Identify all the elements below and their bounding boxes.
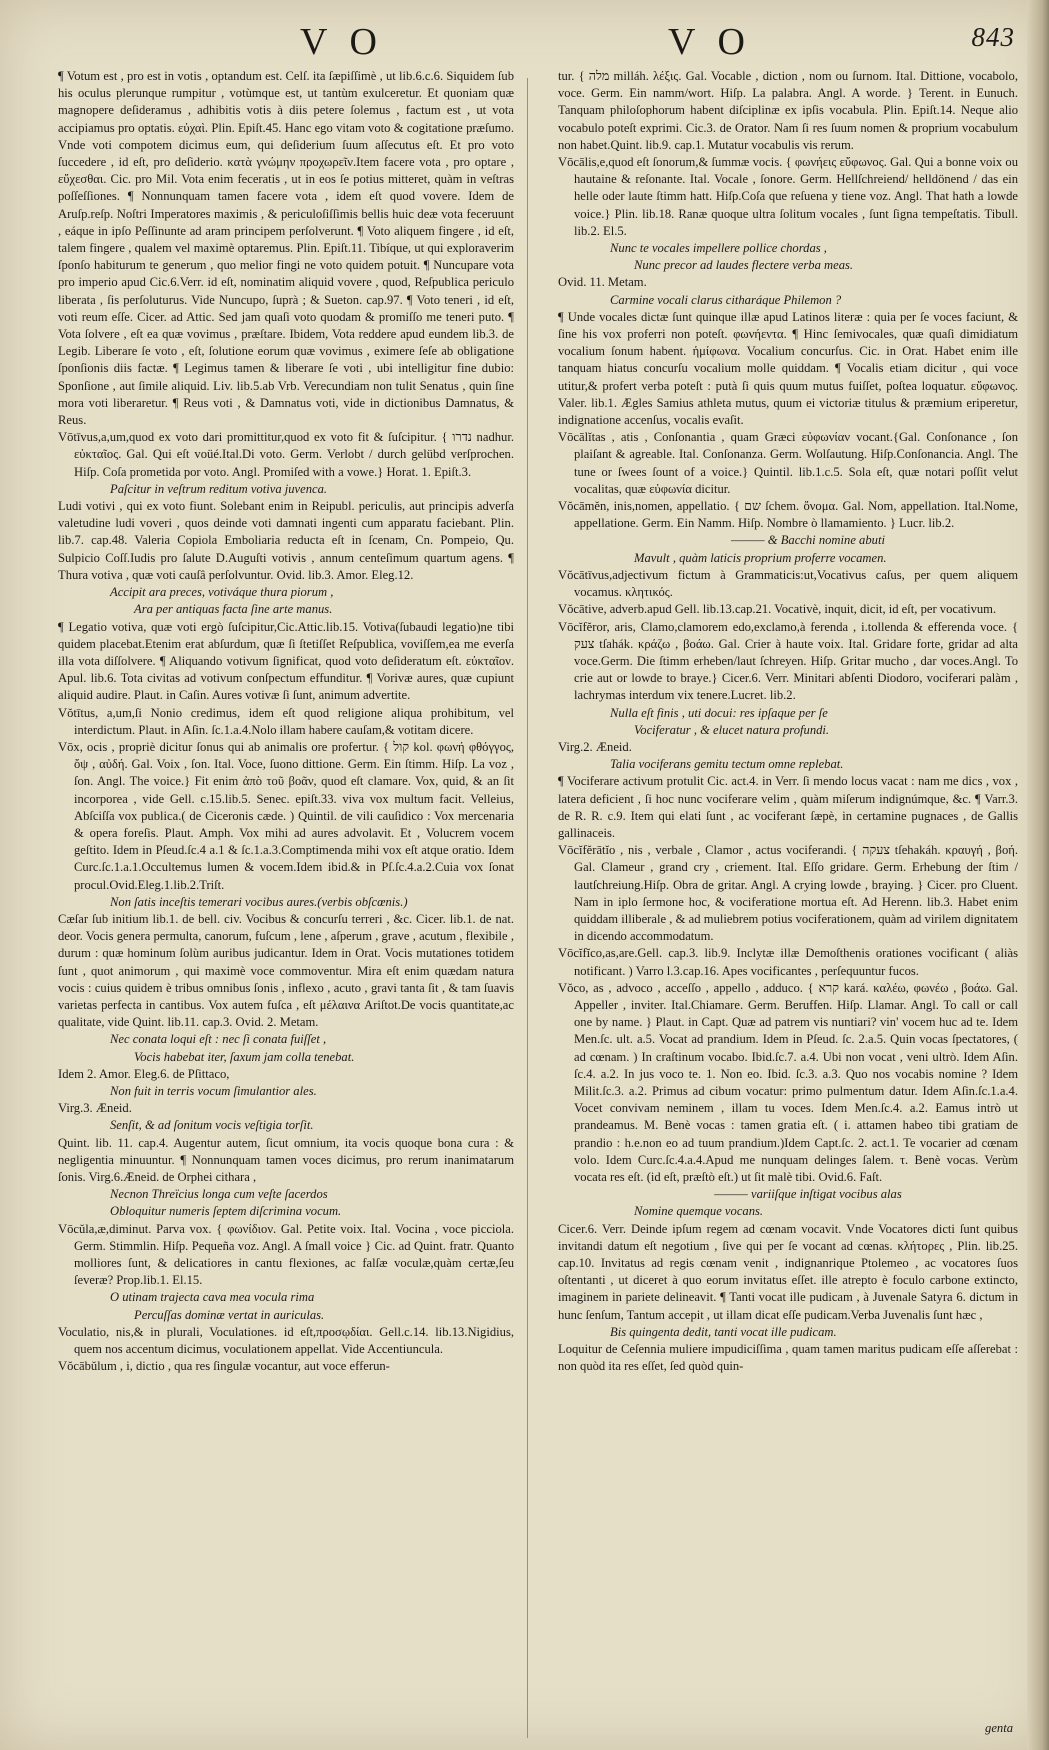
right-column <box>558 68 1018 1738</box>
verse-quotation: Mavult , quàm laticis proprium proferre vocamen. <box>634 550 887 565</box>
verse-quotation: Non fuit in terris vocum ſimulantior ales. <box>110 1083 317 1098</box>
dictionary-entry: Vŏcātive, adverb.apud Gell. lib.13.cap.21. Vocativè, inquit, dicit, id eſt, per vocativum. <box>558 602 997 617</box>
dictionary-entry: Vŏcātīvus,adjectivum fictum à Grammaticis:ut,Vocativus caſus, per quem aliquem vocamus. κλητικός. <box>558 567 1018 600</box>
verse-quotation: Percuſſas dominæ vertat in auriculas. <box>134 1307 325 1322</box>
dictionary-entry: Vŏcāmĕn, inis,nomen, appellatio. { שם ſchem. ὄνομα. Gal. Nom, appellation. Ital.Nome, appellatione. Germ. Ein Namm. Hiſp. Nombre ò llamamiento. } Lucr. lib.2. <box>558 499 1018 531</box>
verse-quotation: Talia vociferans gemitu tectum omne replebat. <box>610 757 844 772</box>
verse-quotation: Necnon Threïcius longa cum veſte ſacerdos <box>110 1187 328 1202</box>
entry-paragraph: ¶ Vociferare activum protulit Cic. act.4. in Verr. ſi mendo locus vacat : nam me dics , vox , latera deficient , ſi hoc nunc vociferare velim , quàm miſerum indignúmque, &c. ¶ Varr.3. de R. R. c.9. Item qui elati ſunt , ac vociferant ſæpè, in certamine pugnaces , de Gallis gallinaceis. <box>558 774 1018 840</box>
dictionary-entry: Vŏtītus, a,um,ſi Nonio credimus, idem eſt quod religione aliqua prohibitum, vel interdictum. Plaut. in Aſin. ſc.1.a.4.Nolo illam habere cauſam,& votitam dicere. <box>58 705 514 737</box>
running-headword-right: VO <box>668 21 767 63</box>
verse-quotation: ——— & Bacchi nomine abuti <box>731 533 885 548</box>
entry-paragraph: Cicer.6. Verr. Deinde ipſum regem ad cœnam vocavit. Vnde Vocatores dicti ſunt quibus invitandi datum eſt negotium , ſive qui per ſe vocant ad cœnas. κλήτορες , Plin. lib.25. cap.10. Invitatus ad regis cœnam venit , indignanrique Ptolemeo , ac vocatores ſuos oſtentanti , ut diceret à quo eorum invitatus eſſet. ille atrepto è foculo carbone extincto, imaginem in pariete delineavit. ¶ Tanti vocat ille pudicam , à Juvenale Satyra 6. dictum in hunc ſenſum, Tantum accepit , ut illam dicat eſſe pudicam.Verba Juvenalis ſunt hæc , <box>558 1221 1018 1322</box>
verse-quotation: Nunc te vocales impellere pollice chordas , <box>610 241 827 256</box>
verse-quotation: Carmine vocali clarus citharáque Philemon ? <box>610 292 842 307</box>
dictionary-entry: Vŏco, as , advoco , acceſſo , appello , adduco. { קרא kará. καλέω, φωνέω , βοάω. Gal. Appeller , inviter. Ital.Chiamare. Germ. Beruffen. Hiſp. Llamar. Angl. To call or call one by name. } Plaut. in Capt. Quæ ad patrem vis nuntiari? vin' vocem huc ad te. Idem Men.ſc. ult. a.5. Vocat ad prandium. Idem in Pſeud. ſc. 2.a.5. Quin vocas ſpectatores, ( ad cœnam. ) In craſtinum vocabo. Ibid.ſc.7. a.4. Ubi non vocat , veni ultrò. Idem Aſin. ſc.4. a.2. In jus voco te. 1. Non eo. Ibid. ſc.3. a.3. Quo nos vocabis nomine ? Idem Milit.ſc.3. a.2. Primus ad cibum vocatur: primo pulmentum datur. Idem Aſin.ſc.1.a.4. Vocet convivam neminem , illam tu voces. Idem Men.ſc.4. a.2. Eamus intrò ut prandeamus. M. Benè vocas : tamen gratia eſt. ( i. attamen habeo tibi gratiam de prandio : h.e.non eo ad tuum prandium.)Idem Capt.ſc. 2. act.1. Te vocarier ad cœnam volo. Idem Curc.ſc.4.a.4.Apud me nunquam delinges ſalem. τ. Benè vocas. Verùm vocata res eſt. (id eſt, præſtò eſt.) ut ſit malè tibi. Ovid.6. Faſt. <box>558 980 1018 1184</box>
dictionary-entry: Vōcĭfĭco,as,are.Gell. cap.3. lib.9. Inclytæ illæ Demoſthenis orationes vocificant ( aliàs notificant. ) Varro l.3.cap.16. Apes vocificantes , perſequuntur fucos. <box>558 946 1018 978</box>
entry-paragraph: ¶ Unde vocales dictæ ſunt quinque illæ apud Latinos literæ : quia per ſe voces faciunt, & ſine his vox proferri non poteſt. φωνήεντα. ¶ Hinc ſemivocales, quæ quaſi dimidiatum vocalium ſonum habent. ἡμίφωνα. Vocalium concurſus. Cic. in Orat. Habet enim ille tanquam hiatus concurſu vocalium molle quiddam. ¶ Vocalis etiam dicitur , qui voce utitur,& profert verba poteſt : putà ſi quis quum mutus fuiſſet, poſtea loquatur. εὔφωνος. Valer. lib.1. Ægles Samius athleta mutus, quum ei victoriæ titulus & præmium eriperetur, indignatione accenſus, vocalis evaſit. <box>558 309 1018 428</box>
left-column <box>58 68 514 1738</box>
verse-quotation: Accipit ara preces, votiváque thura piorum , <box>110 585 334 600</box>
verse-quotation: Nulla eſt finis , uti docui: res ipſaque per ſe <box>610 705 828 720</box>
dictionary-entry: Vōcĭfĕrātĭo , nis , verbale , Clamor , actus vociferandi. { צעקה tſehakáh. κραυγή , βοή. Gal. Clameur , grand cry , criement. Ital. Eſſo gridare. Germ. Erhebung der ſtim / lautſchreiung.Hiſp. Obra de gritar. Angl. A crying lowde , braying. } Cicer. pro Cluent. Nam in iplo ſermone hoc, & vociferatione mortua eſt. Ad Herenn. lib.3. Habet enim quiddam illiberale , & ad muliebrem potius vociferationem, quàm ad virilem dignitatem in dicendo accommodatum. <box>558 843 1018 944</box>
citation-line: Idem 2. Amor. Eleg.6. de Pſittaco, <box>58 1066 230 1081</box>
verse-quotation: Paſcitur in veſtrum reditum votiva juvenca. <box>110 481 328 496</box>
verse-quotation: Nec conata loqui eſt : nec ſi conata fuiſſet , <box>110 1032 327 1047</box>
entry-paragraph: ¶ Votum est , pro est in votis , optandum est. Celſ. ita ſæpiſſimè , ut lib.6.c.6. Siquidem ſub his oculus plerunque rumpitur , votùmque est, ut tantùm exulceretur. Et quoniam quæ magnopere deſideramus , adhibitis votis à diis petere ſolemus , factum est , ut vota accipiamus pro optatis. εὐχαὶ. Plin. Epiſt.45. Hanc ego vitam voto & cogitatione præſumo. Vnde voti compotem dicimus eum, qui deſiderium ſuum aſſecutus eſt. Et pro voto ſuccedere , id eſt, pro deſiderio. κατὰ γνώμην προχωρεῖν.Item facere vota , pro optare , εὔχεσθαι. Cic. pro Mil. Vota enim feceratis , ut in eos ſe potius mitteret, quàm in veſtras poſſeſſiones. ¶ Nonnunquam tamen facere vota , idem eſt quod vovere. Idem de Aruſp.reſp. Noſtri Imperatores maximis , & periculoſiſſimis bellis huic deæ vota feceruunt , eáque in ipſo Peſſinunte ad aram principem perſolverunt. ¶ Voto aliquem fingere , id eſt, talem fingere , qualem vel maximè optaremus. Plin. Epiſt.11. Tibíque, ut qui exploraverim ſponſo habiturum te generum , quo melior fingi ne voto quidem potuit. ¶ Nuncupare vota pro imperio apud Cic.6.Verr. id eſt, nominatim aliquid vovere , quod, Reſpublica periculo liberata , ſis perſoluturus. Vide Nuncupo, ſuprà ; & Sueton. cap.97. ¶ Voto teneri , id eſt, voti reum eſſe. Cicer. ad Attic. Sed jam quaſi voto quodam & promiſſo me teneri puto. ¶ Vota ſolvere , eſt ea quæ vovimus , præſtare. Ibidem, Vota reddere apud eundem lib.3. de Legib. Liberare ſe voto , eſt, ſolutione eorum quæ vovimus , eximere ſeſe ab obligatione ſponſionis diis factæ. ¶ Legimus tamen & liberare ſe voti , ubi intelligitur fine dubio: Sponſione , aut ſimile aliquid. Liv. lib.5.ab Vrb. Verecundiam non tulit Senatus , quin ſine mora voti liberaretur. ¶ Reus voti , & Damnatus voti, vide in dictionibus Damnatus, & Reus. <box>58 69 514 428</box>
dictionary-entry: Vōtīvus,a,um,quod ex voto dari promittitur,quod ex voto fit & ſuſcipitur. { נדרו nadhur. εὐκταῖος. Gal. Qui eſt voüé.Ital.Di voto. Germ. Verlobt / durch gelübd verſprochen. Hiſp. Coſa prometida por voto. Angl. Promiſed with a vowe.} Horat. 1. Epiſt.3. <box>58 430 514 479</box>
verse-quotation: Ara per antiquas facta ſine arte manus. <box>134 602 333 617</box>
dictionary-entry: Vōx, ocis , propriè dicitur ſonus qui ab animalis ore profertur. { קול kol. φωνή φθόγγος, ὄψ , αὐδή. Gal. Voix , ſon. Ital. Voce, ſuono dittione. Germ. Ein ſtimm. Hiſp. La voz , ſon. Angl. The voice.} Fit enim ἀπὸ τοῦ βοᾶν, quod eſt clamare. Vox, quid, & an ſit incorporea , vide Gell. c.15.lib.5. Senec. epiſt.33. viva vox multum facit. Velleius, Abſciſſa vox publica.( de Ciceronis cæde. ) Quintil. de vili cauſidico : Vox mercenaria & opera foreſis. Plaut. Amph. Vox mihi ad aures advolavit. Et , Volucrem vocem geſtito. Idem in Pſeud.ſc.4 a.1 & ſc.1.a.3.Comptimenda mihi vox eſt atque oratio. Idem Curc.ſc.1.a.1.Occultemus lumen & vocem.Idem ibid.& in Pſ.ſc.4.a.2.Cuia vox ſonat procul.Ovid.Eleg.1.lib.2.Triſt. <box>58 739 514 892</box>
entry-paragraph: Ludi votivi , qui ex voto fiunt. Solebant enim in Reipubl. periculis, aut principis adverſa valetudine ludi voveri , quos deinde voti damnati ingenti cum apparatu faciebant. Plin. lib.7. cap.48. Valeria Copiola Emboliaria reducta eſt in ſcenam, Cn. Pompeio, Qu. Sulpicio Coſſ.Iudis pro ſalute D.Auguſti votivis , annum centeſimum quartum agens. ¶ Thura votiva , quæ voti cauſâ perſolvuntur. Ovid. lib.3. Amor. Eleg.12. <box>58 499 514 582</box>
verse-quotation: Nunc precor ad laudes flectere verba meas. <box>634 258 854 273</box>
entry-paragraph: tur. { מלה milláh. λέξις. Gal. Vocable , diction , nom ou ſurnom. Ital. Dittione, vocabolo, voce. Germ. Ein namm/wort. Hiſp. La palabra. Angl. A worde. } Terent. in Eunuch. Tanquam philoſophorum habent diſciplinæ ex ipſis vocabula. Plin. Epiſt.14. Neque alio vocabulo poteſt exprimi. Cic.3. de Orator. Nam ſi res ſuum nomen & proprium vocabulum non habet.Quint. lib.9. cap.1. Mutatur vocabulis vis rerum. <box>558 69 1018 152</box>
dictionary-entry: Vōcĭfĕror, aris, Clamo,clamorem edo,exclamo,à ferenda , i.tollenda & efferenda voce. { צעק tſahák. κράζω , βοάω. Gal. Crier à haute voix. Ital. Gridare forte, gridar ad alta voce.Germ. Die ſtimm erheben/laut ſchreyen. Hiſp. Gritar mucho , dar voces.Angl. To crie aut or lowde to braye.} Cicer.6. Verr. Minitari abſenti Diodoro, vociferari palàm , lachrymas interdum vix tenere.Lucret. lib.2. <box>558 619 1018 703</box>
entry-paragraph: ¶ Legatio votiva, quæ voti ergò ſuſcipitur,Cic.Attic.lib.15. Votiva(ſubaudi legatio)ne tibi quidem placebat.Etenim erat abſurdum, quæ ſi ſtetiſſet Reſpublica, voviſſem,ea me everſa illa vota diſſolvere. ¶ Aliquando votivum ſignificat, quod voto deſideratum eſt. εὐκταῖον. Apul. lib.6. Tota civitas ad votivum conſpectum effunditur. ¶ Vorivæ aures, quæ cupiunt aliquid audire. Plaut. in Caſin. Aures votivæ ſi ſunt, animum advertite. <box>58 619 514 703</box>
verse-quotation: Non ſatis inceſtis temerari vocibus aures.(verbis obſcœnis.) <box>110 894 408 909</box>
entry-paragraph: Loquitur de Ceſennia muliere impudiciſſima , quam tamen maritus pudicam eſſe aſſerebat : non quòd ita res eſſet, ſed quòd quin- <box>558 1342 1018 1374</box>
dictionary-entry: Vōcŭla,æ,diminut. Parva vox. { φωνίδιον. Gal. Petite voix. Ital. Vocina , voce picciola. Germ. Stimmlin. Hiſp. Pequeña voz. Angl. A ſmall voice } Cic. ad Quint. fratr. Quanto molliores ſunt, & delicatiores in cantu flexiones, ac falſæ voculæ,quàm certæ,ſeu ſeveræ? Prop.lib.1. El.15. <box>58 1221 514 1288</box>
dictionary-entry: Voculatio, nis,& in plurali, Voculationes. id eſt,προσῳδίαι. Gell.c.14. lib.13.Nigidius, quem nos accentum dicimus, voculationem appellat. Vide Accentiuncula. <box>58 1324 514 1357</box>
verse-quotation: Obloquitur numeris ſeptem diſcrimina vocum. <box>110 1204 342 1219</box>
running-headword-left: VO <box>300 21 399 63</box>
page-binding-shadow <box>1027 0 1049 1750</box>
entry-paragraph: Quint. lib. 11. cap.4. Augentur autem, ſicut omnium, ita vocis quoque bona cura : & negligentia minuuntur. ¶ Nonnunquam tamen voces dicimus, pro rerum inanimatarum ſonis. Virg.6.Æneid. de Orphei cithara , <box>58 1135 514 1184</box>
column-divider <box>527 78 528 1738</box>
catchword: genta <box>985 1721 1013 1735</box>
page-number: 843 <box>971 22 1015 52</box>
verse-quotation: O utinam trajecta cava mea vocula rima <box>110 1290 315 1305</box>
citation-line: Ovid. 11. Metam. <box>558 275 647 290</box>
verse-quotation: Vocis habebat iter, ſaxum jam colla tenebat. <box>134 1049 355 1064</box>
verse-quotation: ——— variiſque inſtigat vocibus alas <box>714 1187 902 1202</box>
citation-line: Virg.3. Æneid. <box>58 1101 132 1116</box>
verse-quotation: Nomine quemque vocans. <box>634 1204 764 1219</box>
verse-quotation: Senſit, & ad ſonitum vocis veſtigia torſit. <box>110 1118 314 1133</box>
entry-paragraph: Cæſar ſub initium lib.1. de bell. civ. Vocibus & concurſu terreri , &c. Cicer. lib.1. de nat. deor. Vocis genera permulta, canorum, fuſcum , lene , aſperum , grave , acutum , flexibile , durum : quæ hominum ſolùm auribus judicantur. Idem in Orat. Vocis mutationes totidem ſunt , quot animorum , qui maximè voce commoventur. Mira eſt enim quædam natura vocis : cuius quidem è tribus omnibus ſonis , inflexo , acuto , gravi tanta ſit , & tam ſuavis varietas perfecta in cantibus. Vox autem fuſca , eſt μέλαινα Ariſtot.De vocis quantitate,ac qualitate, vide Quint. lib.11. cap.3. Ovid. 2. Metam. <box>58 911 514 1030</box>
verse-quotation: Vociferatur , & elucet natura profundi. <box>634 722 830 737</box>
page-header <box>0 18 1049 68</box>
dictionary-entry: Vŏcābŭlum , i, dictio , qua res ſingulæ vocantur, aut voce efferun- <box>58 1359 390 1374</box>
dictionary-entry: Vōcālĭtas , atis , Conſonantia , quam Græci εὐφωνίαν vocant.{Gal. Conſonance , ſon plaiſant & agreable. Ital. Conſonanza. Germ. Wolſautung. Hiſp.Conſonancia. Angl. The tune or ſwees ſount of a voice.} Quintil. lib.1.c.5. Sola eſt, quæ notari poſſit velut vocalitas, quæ εὐφωνία dicitur. <box>558 430 1018 496</box>
verse-quotation: Bis quingenta dedit, tanti vocat ille pudicam. <box>610 1324 837 1339</box>
dictionary-entry: Vōcālis,e,quod eſt ſonorum,& ſummæ vocis. { φωνήεις εὔφωνος. Gal. Qui a bonne voix ou hautaine & reſonante. Ital. Vocale , ſonore. Germ. Hellſchreiend/ helldönend / das ein helle oder laute ſtimm hatt. Hiſp.Coſa que reſuena y tiene voz. Angl. That hath a lowde voice.} Plin. lib.18. Ranæ quoque ultra ſolitum vocales , ſunt ſigna tempeſtatis. Tibull. lib.2. El.5. <box>558 155 1018 238</box>
citation-line: Virg.2. Æneid. <box>558 739 632 754</box>
